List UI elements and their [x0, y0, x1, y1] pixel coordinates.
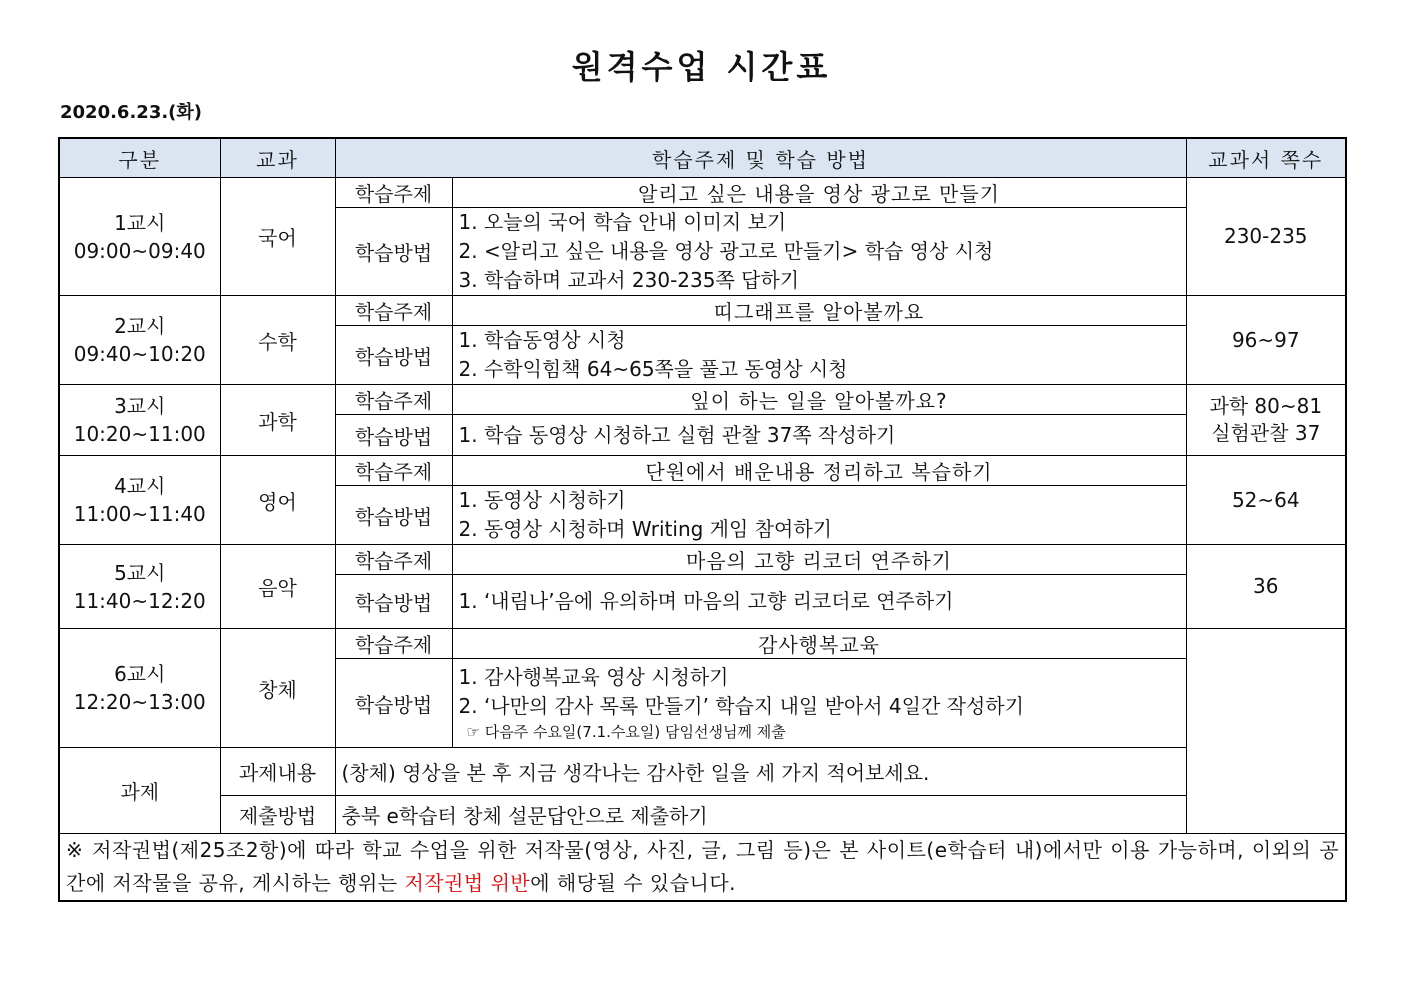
period-3-pages-line: 과학 80~81	[1209, 394, 1323, 418]
period-4-pages	[1186, 456, 1346, 545]
period-6-methods	[452, 659, 1186, 748]
method-label: 학습방법	[335, 415, 452, 456]
period-4-pages-line: 52~64	[1231, 487, 1300, 512]
period-1-pages	[1186, 178, 1346, 296]
date-label: 2020.6.23.(화)	[60, 102, 203, 123]
period-6-subject: 창체	[220, 629, 335, 748]
assignment-submit: 충북 e학습터 창체 설문답안으로 제출하기	[335, 796, 1186, 834]
period-6-time: 12:20~13:00	[73, 690, 206, 714]
method-item: 2. ‘나만의 감사 목록 만들기’ 학습지 내일 받아서 4일간 작성하기	[458, 694, 1024, 718]
period-5-pages	[1186, 545, 1346, 629]
period-4-cell	[59, 456, 220, 545]
period-5-topic-row	[59, 545, 1346, 575]
method-label: 학습방법	[335, 208, 452, 296]
topic-label: 학습주제	[335, 385, 452, 415]
method-item: 1. 학습동영상 시청	[458, 328, 626, 352]
period-6-cell	[59, 629, 220, 748]
period-1-cell	[59, 178, 220, 296]
method-item: 1. ‘내림나’음에 유의하며 마음의 고향 리코더로 연주하기	[458, 589, 954, 613]
period-4-topic: 단원에서 배운내용 정리하고 복습하기	[452, 456, 1186, 486]
method-item: 2. 수학익힘책 64~65쪽을 풀고 동영상 시청	[458, 357, 848, 381]
method-item: 2. <알리고 싶은 내용을 영상 광고로 만들기> 학습 영상 시청	[458, 239, 994, 263]
assignment-label: 과제	[59, 748, 220, 834]
period-6-topic-row	[59, 629, 1346, 659]
assignment-submit-row	[59, 796, 1346, 834]
period-1-subject: 국어	[220, 178, 335, 296]
method-label: 학습방법	[335, 575, 452, 629]
copyright-highlight: 저작권법 위반	[404, 871, 531, 895]
period-6-topic: 감사행복교육	[452, 629, 1186, 659]
submission-note: ☞ 다음주 수요일(7.1.수요일) 담임선생님께 제출	[466, 723, 786, 741]
topic-label: 학습주제	[335, 545, 452, 575]
method-label: 학습방법	[335, 659, 452, 748]
method-item: 1. 오늘의 국어 학습 안내 이미지 보기	[458, 210, 787, 234]
period-3-time: 10:20~11:00	[73, 422, 206, 446]
period-3-subject: 과학	[220, 385, 335, 456]
period-3-cell	[59, 385, 220, 456]
copyright-notice	[59, 834, 1346, 902]
period-1-topic: 알리고 싶은 내용을 영상 광고로 만들기	[452, 178, 1186, 208]
period-5-time: 11:40~12:20	[73, 588, 206, 613]
method-item: 1. 감사행복교육 영상 시청하기	[458, 665, 729, 689]
assignment-content: (창체) 영상을 본 후 지금 생각나는 감사한 일을 세 가지 적어보세요.	[335, 748, 1186, 796]
period-1-time: 09:00~09:40	[73, 238, 206, 263]
period-3-methods	[452, 415, 1186, 456]
period-5-subject: 음악	[220, 545, 335, 629]
timetable	[58, 137, 1347, 902]
assignment-content-label: 과제내용	[220, 748, 335, 796]
period-3-pages-line: 실험관찰 37	[1211, 421, 1321, 445]
copyright-row	[59, 834, 1346, 902]
header-category: 구분	[59, 138, 220, 178]
period-1-name: 1교시	[114, 210, 166, 235]
period-1-methods	[452, 208, 1186, 296]
page-title: 원격수업 시간표	[571, 48, 832, 86]
method-item: 2. 동영상 시청하며 Writing 게임 참여하기	[458, 517, 832, 541]
method-item: 1. 동영상 시청하기	[458, 488, 626, 512]
period-2-topic-row	[59, 296, 1346, 326]
topic-label: 학습주제	[335, 296, 452, 326]
period-2-pages-line: 96~97	[1231, 327, 1300, 352]
period-5-methods	[452, 575, 1186, 629]
period-6-pages	[1186, 629, 1346, 834]
method-item: 1. 학습 동영상 시청하고 실험 관찰 37쪽 작성하기	[458, 422, 896, 447]
method-label: 학습방법	[335, 326, 452, 385]
period-2-methods	[452, 326, 1186, 385]
assignment-content-row	[59, 748, 1346, 796]
period-5-pages-line: 36	[1253, 574, 1279, 598]
topic-label: 학습주제	[335, 456, 452, 486]
period-4-time: 11:00~11:40	[73, 502, 206, 526]
period-6-name: 6교시	[114, 662, 166, 686]
period-5-cell	[59, 545, 220, 629]
period-3-pages	[1186, 385, 1346, 456]
period-2-time: 09:40~10:20	[73, 342, 206, 366]
period-3-name: 3교시	[114, 394, 166, 418]
period-3-topic: 잎이 하는 일을 알아볼까요?	[452, 385, 1186, 415]
period-5-topic: 마음의 고향 리코더 연주하기	[452, 545, 1186, 575]
copyright-text-end: 에 해당될 수 있습니다.	[530, 871, 737, 895]
period-1-pages-line: 230-235	[1223, 224, 1308, 248]
copyright-text: ※ 저작권법(제25조2항)에 따라 학교 수업을 위한 저작물(영상, 사진, 글, 그림 등)은 본 사이트(e학습터 내)에서만 이용 가능하며, 이외의 공간에 저작물을 공유, 게시하는 행위는	[66, 838, 1340, 895]
period-2-pages	[1186, 296, 1346, 385]
period-2-subject: 수학	[220, 296, 335, 385]
period-5-name: 5교시	[114, 560, 166, 585]
period-2-name: 2교시	[114, 314, 166, 338]
period-4-subject: 영어	[220, 456, 335, 545]
header-pages: 교과서 쪽수	[1186, 138, 1346, 178]
assignment-submit-label: 제출방법	[220, 796, 335, 834]
period-4-topic-row	[59, 456, 1346, 486]
period-2-topic: 띠그래프를 알아볼까요	[452, 296, 1186, 326]
period-2-cell	[59, 296, 220, 385]
header-topic-method: 학습주제 및 학습 방법	[335, 138, 1186, 178]
period-3-topic-row	[59, 385, 1346, 415]
method-item: 3. 학습하며 교과서 230-235쪽 답하기	[458, 268, 800, 292]
topic-label: 학습주제	[335, 629, 452, 659]
topic-label: 학습주제	[335, 178, 452, 208]
method-label: 학습방법	[335, 486, 452, 545]
period-4-methods	[452, 486, 1186, 545]
header-subject: 교과	[220, 138, 335, 178]
period-1-topic-row	[59, 178, 1346, 208]
period-4-name: 4교시	[114, 474, 166, 498]
header-row	[59, 138, 1346, 178]
